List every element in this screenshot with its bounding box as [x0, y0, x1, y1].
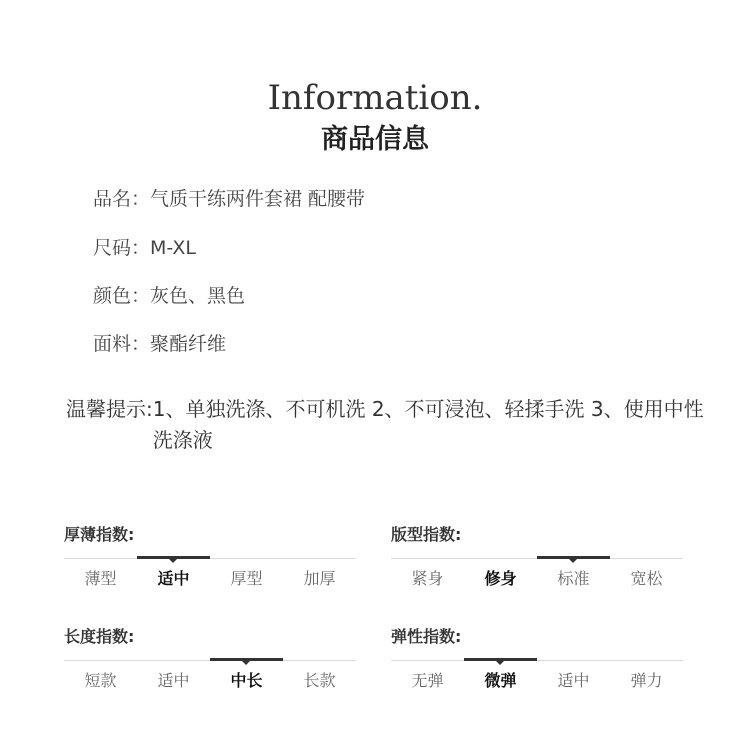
- info-label: 尺码：: [93, 237, 151, 259]
- info-value: M-XL: [150, 237, 196, 259]
- scale-track: [391, 660, 683, 661]
- info-row-color: [93, 282, 245, 310]
- info-value: 灰色、黑色: [150, 285, 246, 307]
- info-label: 品名：: [93, 188, 151, 210]
- scale-marker: [537, 556, 610, 559]
- scale-option: 微弹: [484, 671, 517, 690]
- scale-option: 标准: [557, 569, 590, 588]
- scale-title: 弹性指数:: [391, 627, 462, 646]
- thickness-scale: [64, 524, 356, 588]
- scale-option: 长款: [303, 671, 336, 690]
- info-label: 颜色：: [93, 285, 151, 307]
- scale-option: 中长: [230, 671, 263, 690]
- scale-marker: [137, 556, 210, 559]
- scale-option: 无弹: [411, 671, 444, 690]
- scale-option: 适中: [157, 569, 190, 588]
- heading-english: Information.: [267, 78, 483, 118]
- scale-option: 适中: [557, 671, 590, 690]
- scale-option: 弹力: [630, 671, 663, 690]
- marker-triangle-icon: [169, 559, 177, 563]
- marker-triangle-icon: [569, 559, 577, 563]
- care-tip: [66, 394, 706, 456]
- marker-triangle-icon: [242, 661, 250, 665]
- scale-track: [64, 558, 356, 559]
- scale-title: 长度指数:: [64, 627, 135, 646]
- scale-option: 适中: [157, 671, 190, 690]
- scale-title: 版型指数:: [391, 525, 462, 544]
- info-row-fabric: [93, 330, 226, 358]
- info-value: 聚酯纤维: [150, 333, 227, 355]
- care-tip-text: 1、单独洗涤、不可机洗 2、不可浸泡、轻揉手洗 3、使用中性洗涤液: [152, 397, 704, 452]
- scale-option: 薄型: [84, 569, 117, 588]
- elasticity-scale: [391, 626, 683, 690]
- heading-chinese: 商品信息: [321, 124, 429, 155]
- care-tip-label: 温馨提示:: [66, 397, 153, 421]
- scale-marker: [210, 658, 283, 661]
- scale-options: [391, 670, 683, 692]
- scale-options: [391, 568, 683, 590]
- info-row-name: [93, 185, 365, 213]
- scale-options: [64, 670, 356, 692]
- scale-option: 修身: [484, 569, 517, 588]
- scale-option: 紧身: [411, 569, 444, 588]
- scale-marker: [464, 658, 537, 661]
- scale-option: 厚型: [230, 569, 263, 588]
- length-scale: [64, 626, 356, 690]
- scale-option: 短款: [84, 671, 117, 690]
- scale-title: 厚薄指数:: [64, 525, 135, 544]
- scale-option: 宽松: [630, 569, 663, 588]
- scale-options: [64, 568, 356, 590]
- info-row-size: [93, 234, 196, 262]
- marker-triangle-icon: [496, 661, 504, 665]
- info-value: 气质干练两件套裙 配腰带: [150, 188, 366, 210]
- info-label: 面料：: [93, 333, 151, 355]
- fit-scale: [391, 524, 683, 588]
- scale-option: 加厚: [303, 569, 336, 588]
